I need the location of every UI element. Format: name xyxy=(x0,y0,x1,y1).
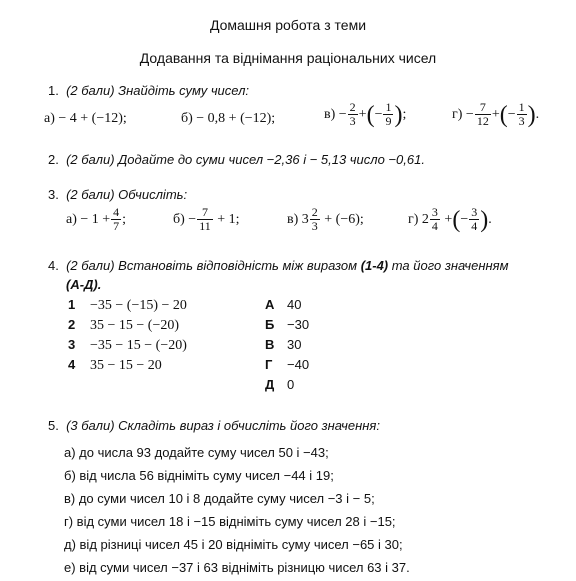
document-title: Домашня робота з теми xyxy=(209,17,367,33)
expression-row: 1 −35 − (−15) − 20 xyxy=(68,297,187,313)
task-4-header: 4. (2 бали) Встановіть відповідність між виразом (1-4) та його значенням xyxy=(48,258,509,273)
task-5-item: а) до числа 93 додайте суму чисел 50 і −43; xyxy=(64,445,329,460)
task-4-values xyxy=(265,297,309,397)
task-1-item-a: а) − 4 + (−12); xyxy=(44,111,127,126)
expression-row: 3 −35 − 15 − (−20) xyxy=(68,337,187,353)
task-2-header: 2. (2 бали) Додайте до суми чисел −2,36 і − 5,13 число −0,61. xyxy=(48,152,425,167)
task-4-header-cont: (А-Д). xyxy=(66,277,102,292)
value-row: Б −30 xyxy=(265,317,310,332)
task-3-header: 3. (2 бали) Обчисліть: xyxy=(48,187,188,202)
task-1-item-c: в) − $\frac{2}{3}$ + ( − $\frac{1}{9}$ ) ; xyxy=(324,100,407,128)
task-5-item: в) до суми чисел 10 і 8 додайте суму чисел −3 і − 5; xyxy=(64,491,375,506)
expression-row: 4 35 − 15 − 20 xyxy=(68,357,162,373)
task-5-item: д) від різниці чисел 45 і 20 відніміть суму чисел −65 і 30; xyxy=(64,537,403,552)
task-5-header: 5. (3 бали) Складіть вираз і обчисліть його значення: xyxy=(48,418,380,433)
task-5-items xyxy=(64,441,410,579)
task-3-item-b: б) − $\frac{7}{11}$ + 1; xyxy=(173,205,240,233)
value-row: В 30 xyxy=(265,337,302,352)
task-3-item-a: а) − 1 + $\frac{4}{7}$ ; xyxy=(66,205,127,233)
task-3-item-c: в) 3 $\frac{2}{3}$ + (−6); xyxy=(287,205,364,233)
task-1-item-d: г) − $\frac{7}{12}$ + ( − $\frac{1}{3}$ ) . xyxy=(452,100,540,128)
task-4-expressions xyxy=(68,297,187,377)
task-3-item-d: г) 2 $\frac{3}{4}$ + ( − $\frac{3}{4}$ ) . xyxy=(408,205,492,233)
task-5-item: г) від суми чисел 18 і −15 відніміть суму чисел 28 і −15; xyxy=(64,514,396,529)
task-5-item: е) від суми чисел −37 і 63 відніміть різницю чисел 63 і 37. xyxy=(64,560,410,575)
task-1-item-b: б) − 0,8 + (−12); xyxy=(181,111,276,126)
value-row: Д 0 xyxy=(265,377,295,392)
value-row: Г −40 xyxy=(265,357,310,372)
document-subtitle: Додавання та віднімання раціональних чисел xyxy=(139,50,437,66)
task-5-item: б) від числа 56 відніміть суму чисел −44 і 19; xyxy=(64,468,334,483)
value-row: А 40 xyxy=(265,297,302,312)
expression-row: 2 35 − 15 − (−20) xyxy=(68,317,180,333)
task-1-header: 1. (2 бали) Знайдіть суму чисел: xyxy=(48,83,250,98)
